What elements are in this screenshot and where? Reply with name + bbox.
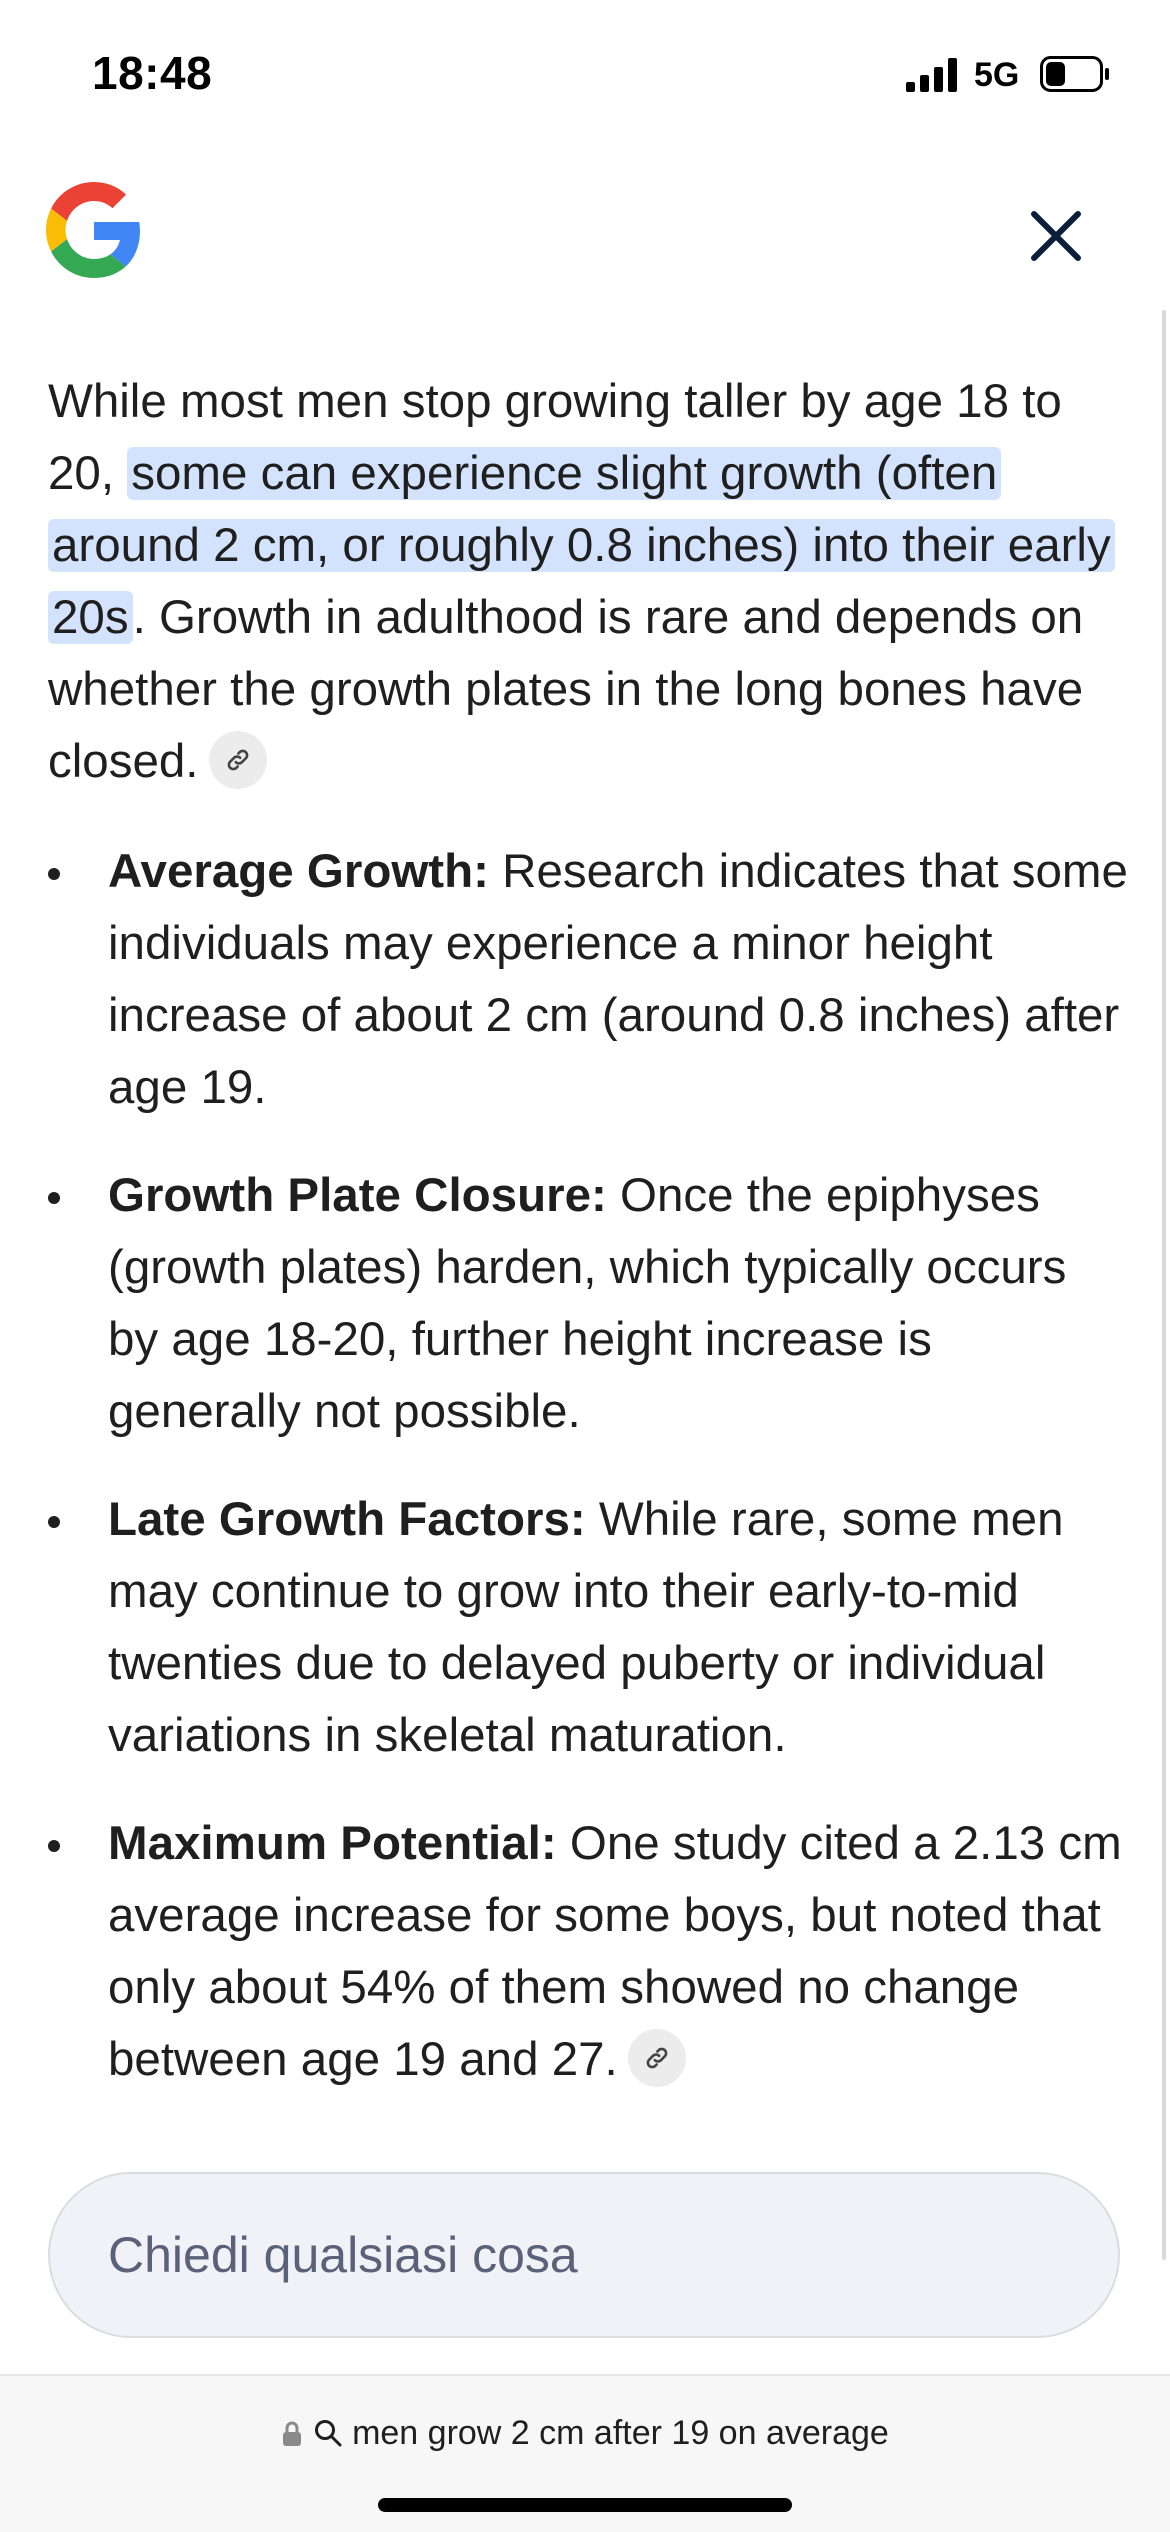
- bullet-title: Late Growth Factors:: [108, 1493, 586, 1546]
- browser-bottom-bar: [0, 2374, 1170, 2532]
- signal-icon: [906, 58, 958, 92]
- close-icon[interactable]: [1026, 206, 1086, 266]
- scroll-indicator[interactable]: [1162, 310, 1166, 2260]
- source-link-button[interactable]: [628, 2029, 686, 2087]
- answer-intro: [48, 366, 1128, 798]
- ai-answer: [48, 366, 1128, 2132]
- bullet-text: One study cited a 2.13 cm average increase for some boys, but noted that only about 54% of them showed no change between age 19 and 27.: [108, 1817, 1122, 2086]
- list-item: [48, 1808, 1128, 2096]
- status-time: 18:48: [92, 47, 213, 99]
- intro-text-end: . Growth in adulthood is rare and depends on whether the growth plates in the long bones have closed.: [48, 591, 1084, 788]
- battery-icon: [1040, 56, 1110, 92]
- bullet-title: Average Growth:: [108, 845, 489, 898]
- bullet-text: While rare, some men may continue to grow into their early-to-mid twenties due to delayed puberty or individual variations in skeletal maturation.: [108, 1493, 1064, 1762]
- bullet-title: Growth Plate Closure:: [108, 1169, 607, 1222]
- bullet-text: Once the epiphyses (growth plates) harden, which typically occurs by age 18-20, further height increase is generally not possible.: [108, 1169, 1067, 1438]
- search-icon: [313, 2418, 343, 2448]
- source-link-button[interactable]: [209, 731, 267, 789]
- lock-icon: [281, 2420, 303, 2448]
- intro-text: While most men stop growing taller by age 18 to 20,: [48, 375, 1062, 500]
- bullet-title: Maximum Potential:: [108, 1817, 557, 1870]
- intro-highlight: some can experience slight growth (often around 2 cm, or roughly 0.8 inches) into their early 20s: [48, 447, 1115, 644]
- search-query: men grow 2 cm after 19 on average: [352, 2414, 889, 2452]
- google-logo-icon: [46, 182, 142, 278]
- status-bar: [0, 0, 1170, 150]
- network-label: 5G: [974, 56, 1020, 94]
- home-indicator[interactable]: [378, 2498, 792, 2512]
- list-item: [48, 836, 1128, 1124]
- link-icon: [225, 747, 251, 773]
- bullet-list: [48, 836, 1128, 2096]
- ask-input[interactable]: [48, 2172, 1120, 2338]
- link-icon: [644, 2045, 670, 2071]
- address-bar[interactable]: [0, 2414, 1170, 2453]
- bullet-text: Research indicates that some individuals may experience a minor height increase of about 2 cm (around 0.8 inches) after age 19.: [108, 845, 1128, 1114]
- list-item: [48, 1484, 1128, 1772]
- list-item: [48, 1160, 1128, 1448]
- ask-placeholder: Chiedi qualsiasi cosa: [108, 2227, 578, 2283]
